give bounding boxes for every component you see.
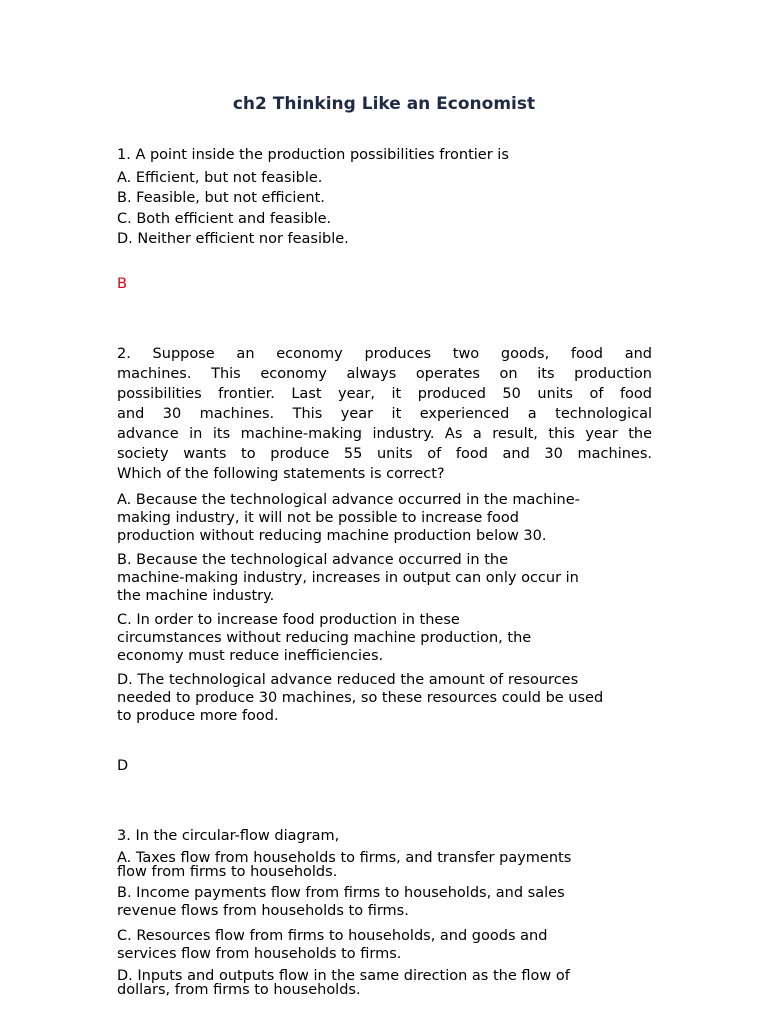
q3-option-b-line-2: revenue flows from households to firms. bbox=[117, 902, 409, 919]
q2-line-6: society wants to produce 55 units of food and 30 machines. bbox=[117, 446, 652, 462]
question-3-text bbox=[117, 826, 652, 846]
q3-option-c-line-1: C. Resources flow from firms to households, and goods and bbox=[117, 928, 548, 944]
q2-option-d bbox=[117, 672, 657, 725]
q2-option-c-line-2: circumstances without reducing machine production, the bbox=[117, 629, 532, 646]
q3-option-d-line-1: D. Inputs and outputs flow in the same direction as the flow of bbox=[117, 968, 570, 984]
q2-option-d-line-3: to produce more food. bbox=[117, 707, 279, 724]
question-2-answer: D bbox=[117, 758, 129, 774]
q2-option-a-line-3: production without reducing machine production below 30. bbox=[117, 527, 547, 544]
q2-line-7: Which of the following statements is correct? bbox=[117, 466, 445, 482]
question-1-stem: 1. A point inside the production possibilities frontier is bbox=[117, 147, 509, 163]
q2-option-d-line-2: needed to produce 30 machines, so these resources could be used bbox=[117, 689, 604, 706]
q3-option-b bbox=[117, 885, 657, 921]
q1-option-c: C. Both efficient and feasible. bbox=[117, 210, 332, 227]
q2-option-b-line-1: B. Because the technological advance occurred in the bbox=[117, 552, 508, 568]
q3-option-b-line-1: B. Income payments flow from firms to households, and sales bbox=[117, 885, 565, 901]
q3-option-d bbox=[117, 969, 657, 997]
q2-option-c-line-3: economy must reduce inefficiencies. bbox=[117, 647, 384, 664]
q2-option-a-line-2: making industry, it will not be possible to increase food bbox=[117, 509, 519, 526]
q2-line-5: advance in its machine-making industry. As a result, this year the bbox=[117, 426, 652, 442]
q2-option-d-line-1: D. The technological advance reduced the amount of resources bbox=[117, 672, 579, 688]
q2-option-c-line-1: C. In order to increase food production in these bbox=[117, 612, 460, 628]
q2-line-1: 2. Suppose an economy produces two goods, food and bbox=[117, 346, 652, 362]
page-title: ch2 Thinking Like an Economist bbox=[232, 94, 536, 114]
q3-option-a-line-2: flow from firms to households. bbox=[117, 864, 338, 880]
q2-line-3: possibilities frontier. Last year, it produced 50 units of food bbox=[117, 386, 652, 402]
q2-option-a-line-1: A. Because the technological advance occurred in the machine- bbox=[117, 492, 580, 508]
q2-line-2: machines. This economy always operates on its production bbox=[117, 366, 652, 382]
q3-option-a bbox=[117, 851, 657, 879]
q1-option-a: A. Efficient, but not feasible. bbox=[117, 170, 323, 186]
q3-option-a-line-1: A. Taxes flow from households to firms, and transfer payments bbox=[117, 850, 572, 866]
q2-option-c bbox=[117, 612, 657, 665]
question-1-text bbox=[117, 145, 652, 165]
q2-line-4: and 30 machines. This year it experienced a technological bbox=[117, 406, 652, 422]
q3-option-c-line-2: services flow from households to firms. bbox=[117, 945, 402, 962]
q2-option-b bbox=[117, 552, 657, 605]
question-1-answer: B bbox=[117, 276, 127, 292]
q1-option-d: D. Neither efficient nor feasible. bbox=[117, 230, 349, 247]
q3-option-c bbox=[117, 928, 657, 964]
question-2-text bbox=[117, 344, 652, 484]
question-3-stem: 3. In the circular-flow diagram, bbox=[117, 828, 340, 844]
q3-option-d-line-2: dollars, from firms to households. bbox=[117, 982, 361, 998]
q2-option-b-line-2: machine-making industry, increases in output can only occur in bbox=[117, 569, 579, 586]
q1-option-b: B. Feasible, but not efficient. bbox=[117, 190, 325, 207]
q2-option-b-line-3: the machine industry. bbox=[117, 587, 275, 604]
question-1-options bbox=[117, 168, 652, 249]
q2-option-a bbox=[117, 492, 657, 545]
